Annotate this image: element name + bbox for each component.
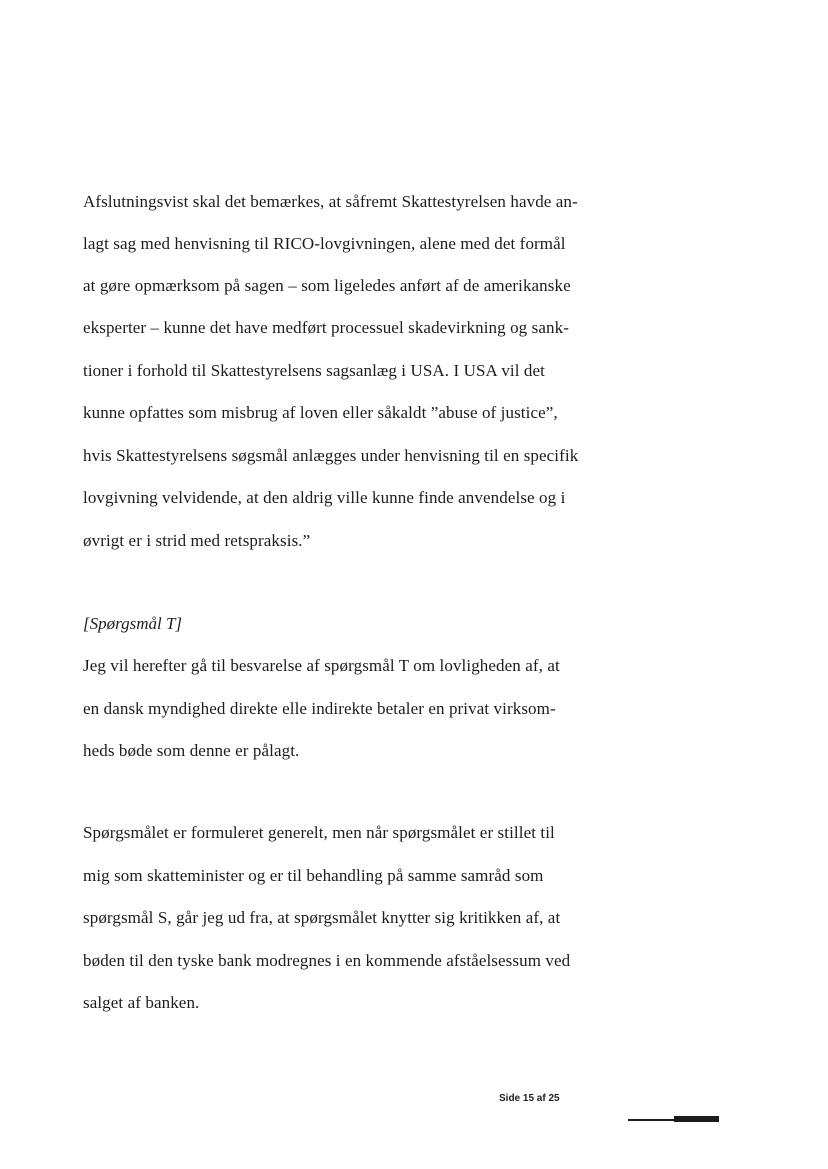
text-line: lovgivning velvidende, at den aldrig ville kunne finde anvendelse og i — [83, 488, 566, 507]
text-line: hvis Skattestyrelsens søgsmål anlægges under henvisning til en specifik — [83, 446, 579, 465]
text-line: mig som skatteminister og er til behandling på samme samråd som — [83, 866, 544, 885]
text-line: Jeg vil herefter gå til besvarelse af spørgsmål T om lovligheden af, at — [83, 656, 560, 675]
text-line: Spørgsmålet er formuleret generelt, men når spørgsmålet er stillet til — [83, 823, 555, 842]
footer-rule-accent — [674, 1116, 719, 1122]
text-line: kunne opfattes som misbrug af loven eller såkaldt ”abuse of justice”, — [83, 403, 558, 422]
text-line: heds bøde som denne er pålagt. — [83, 741, 300, 760]
text-line: at gøre opmærksom på sagen – som ligeledes anført af de amerikanske — [83, 276, 571, 295]
text-line: Afslutningsvist skal det bemærkes, at såfremt Skattestyrelsen havde an- — [83, 192, 578, 211]
text-line: tioner i forhold til Skattestyrelsens sagsanlæg i USA. I USA vil det — [83, 361, 545, 380]
text-line: spørgsmål S, går jeg ud fra, at spørgsmålet knytter sig kritikken af, at — [83, 908, 561, 927]
section-heading: [Spørgsmål T] — [83, 614, 183, 633]
text-line: øvrigt er i strid med retspraksis.” — [83, 531, 311, 550]
text-line: en dansk myndighed direkte elle indirekte betaler en privat virksom- — [83, 699, 556, 718]
text-line: eksperter – kunne det have medført processuel skadevirkning og sank- — [83, 318, 569, 337]
text-line: bøden til den tyske bank modregnes i en kommende afståelsessum ved — [83, 951, 571, 970]
text-line: salget af banken. — [83, 993, 200, 1012]
text-line: lagt sag med henvisning til RICO-lovgivningen, alene med det formål — [83, 234, 566, 253]
footer-rule — [628, 1119, 678, 1121]
page-number: Side 15 af 25 — [499, 1093, 560, 1104]
